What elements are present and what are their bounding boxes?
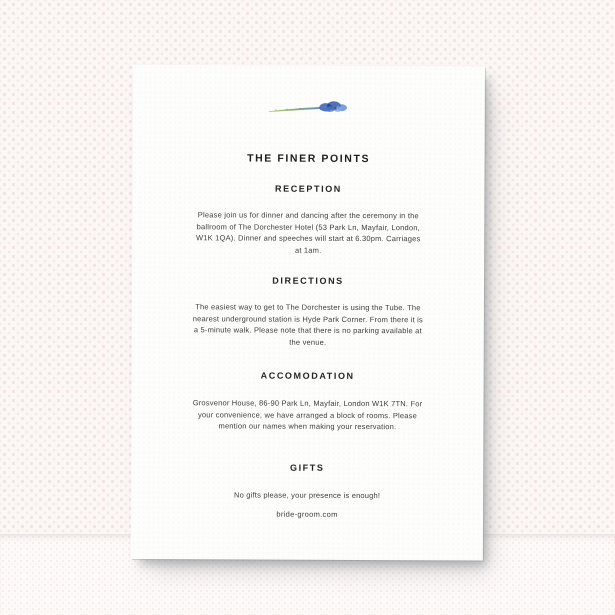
wedding-information-card: [131, 65, 485, 561]
section-heading-reception: RECEPTION: [274, 183, 342, 194]
website-text: bride-groom.com: [276, 509, 338, 519]
section-heading-accomodation: ACCOMODATION: [260, 370, 355, 381]
section-body-reception: Please join us for dinner and dancing after the ceremony in the ballroom of The Dorchester Hotel (53 Park Ln, Mayfair, London, W1K 1QA). Dinner and speeches will start at 6.30pm. Carriages at 1am.: [196, 210, 421, 255]
card-title: THE FINER POINTS: [247, 152, 371, 166]
section-heading-directions: DIRECTIONS: [272, 275, 344, 286]
section-body-gifts: No gifts please, your presence is enough!: [233, 490, 381, 501]
section-body-directions: The easiest way to get to The Dorchester is using the Tube. The nearest underground station is Hyde Park Corner. From there it is a 5-minute walk. Please note that there is no parking available at the venue.: [192, 302, 424, 347]
section-body-accomodation: Grosvenor House, 86-90 Park Ln, Mayfair, London W1K 7TN. For your convenience, we have arranged a block of rooms. Please mention our names when making your reservation.: [192, 398, 423, 432]
lavender-sprig-icon: [133, 96, 485, 120]
section-heading-gifts: GIFTS: [289, 462, 325, 473]
